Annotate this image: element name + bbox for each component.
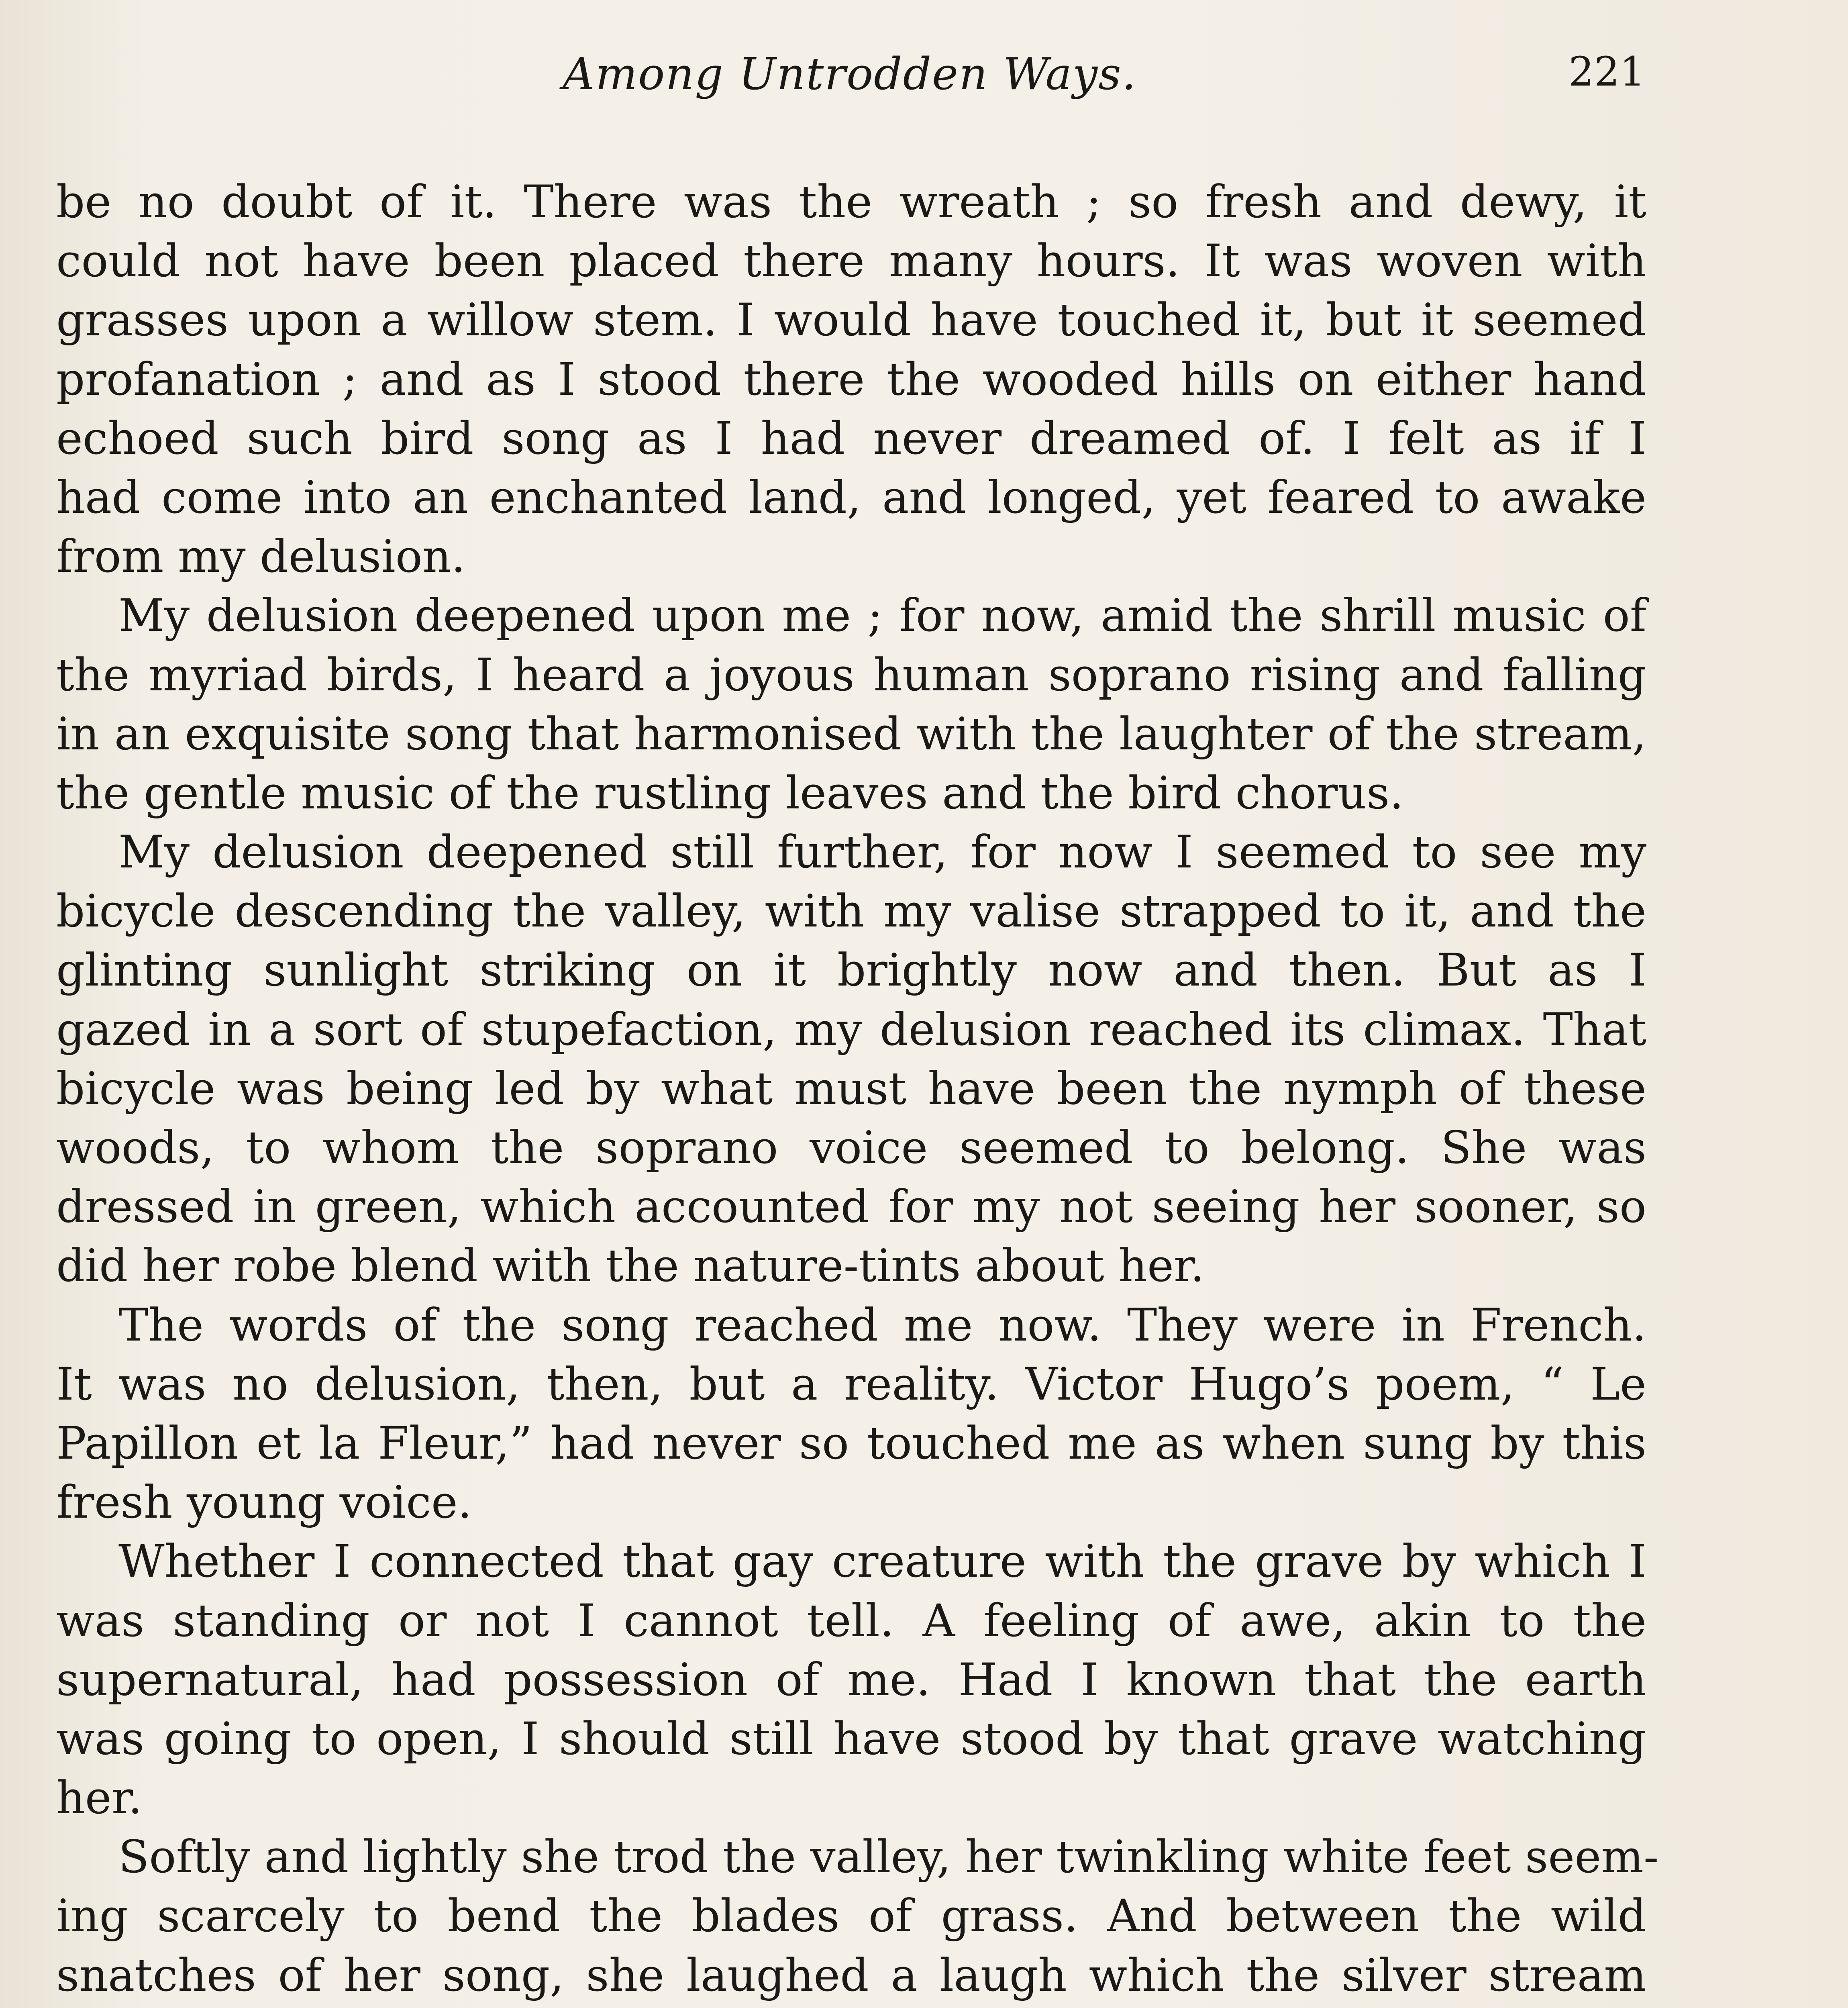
page-header — [54, 48, 1645, 104]
text-line: supernatural, had possession of me. Had I known that the earth — [56, 1654, 1646, 1706]
text-line: profanation ; and as I stood there the wooded hills on either hand — [56, 353, 1646, 406]
text-line: ing scarcely to bend the blades of grass. And between the wild — [56, 1890, 1646, 1943]
text-line: fresh young voice. — [56, 1477, 472, 1529]
body-text — [56, 173, 1659, 2008]
running-title: Among Untrodden Ways. — [563, 48, 1137, 100]
text-line: grasses upon a willow stem. I would have touched it, but it seemed — [56, 294, 1646, 347]
text-line: Papillon et la Fleur,” had never so touched me as when sung by this — [56, 1417, 1646, 1469]
text-line: the gentle music of the rustling leaves and the bird chorus. — [56, 767, 1404, 819]
text-line: My delusion deepened still further, for now I seemed to see my — [118, 826, 1646, 879]
text-line: bicycle was being led by what must have been the nymph of these — [56, 1063, 1646, 1115]
text-line: dressed in green, which accounted for my not seeing her sooner, so — [56, 1181, 1646, 1233]
text-line: from my delusion. — [56, 531, 466, 583]
text-line: snatches of her song, she laughed a laugh which the silver stream — [56, 1949, 1646, 2002]
text-line: Whether I connected that gay creature with the grave by which I — [118, 1536, 1646, 1588]
page-number: 221 — [1569, 48, 1645, 95]
text-line: the myriad birds, I heard a joyous human soprano rising and falling — [56, 649, 1646, 701]
text-line: in an exquisite song that harmonised with the laughter of the stream, — [56, 708, 1646, 760]
text-line: bicycle descending the valley, with my valise strapped to it, and the — [56, 886, 1646, 938]
text-line: woods, to whom the soprano voice seemed to belong. She was — [56, 1122, 1646, 1174]
text-line: My delusion deepened upon me ; for now, amid the shrill music of — [118, 590, 1646, 642]
text-line: could not have been placed there many hours. It was woven with — [56, 235, 1646, 288]
text-line: gazed in a sort of stupefaction, my delusion reached its climax. That — [56, 1004, 1646, 1056]
text-line: Softly and lightly she trod the valley, her twinkling white feet seem- — [118, 1831, 1659, 1884]
text-line: glinting sunlight striking on it brightly now and then. But as I — [56, 945, 1646, 997]
text-line: her. — [56, 1772, 143, 1824]
text-line: echoed such bird song as I had never dreamed of. I felt as if I — [56, 412, 1646, 465]
text-line: did her robe blend with the nature-tints about her. — [56, 1240, 1205, 1292]
text-line: was standing or not I cannot tell. A feeling of awe, akin to the — [56, 1595, 1646, 1647]
text-line: had come into an enchanted land, and longed, yet feared to awake — [56, 471, 1646, 524]
text-line — [56, 2005, 1646, 2008]
text-line: The words of the song reached me now. They were in French. — [118, 1299, 1646, 1351]
text-line: It was no delusion, then, but a reality. Victor Hugo’s poem, “ Le — [56, 1358, 1646, 1410]
text-line: was going to open, I should still have stood by that grave watching — [56, 1713, 1646, 1765]
text-line: be no doubt of it. There was the wreath ; so fresh and dewy, it — [56, 176, 1646, 228]
